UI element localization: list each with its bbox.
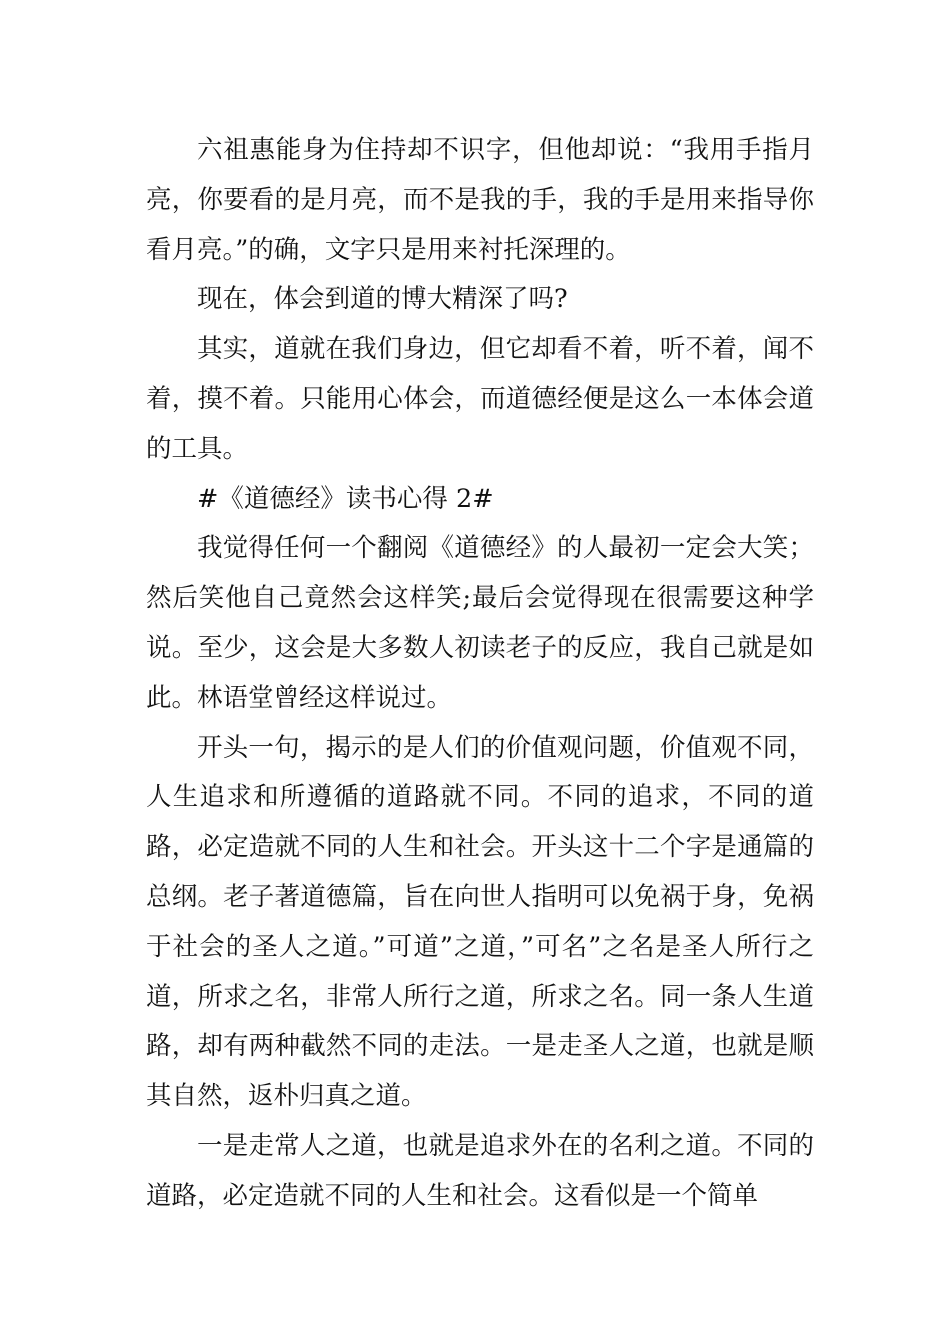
paragraph-question: 现在，体会到道的博大精深了吗? — [197, 284, 568, 315]
paragraph-lin-yutang: 我觉得任何一个翻阅《道德经》的人最初一定会大笑；然后笑他自己竟然会这样笑;最后会觉得现在很需要这种学说。至少，这会是大多数人初读老子的反应，我自己就是如此。林语堂曾经这样说过。 — [146, 533, 814, 713]
paragraph-values: 开头一句，揭示的是人们的价值观问题，价值观不同，人生追求和所遵循的道路就不同。不同的追求，不同的道路，必定造就不同的人生和社会。开头这十二个字是通篇的总纲。老子著道德篇，旨在向世人指明可以免祸于身，免祸于社会的圣人之道。”可道”之道，”可名”之名是圣人所行之道，所求之名，非常人所行之道，所求之名。同一条人生道路，却有两种截然不同的走法。一是走圣人之道，也就是顺其自然，返朴归真之道。 — [146, 732, 814, 1112]
document-body — [146, 126, 814, 1222]
paragraph-huineng: 六祖惠能身为住持却不识字，但他却说：“我用手指月亮，你要看的是月亮，而不是我的手，我的手是用来指导你看月亮。”的确，文字只是用来衬托深理的。 — [146, 135, 814, 265]
paragraph-common-path: 一是走常人之道，也就是追求外在的名利之道。不同的道路，必定造就不同的人生和社会。这看似是一个简单 — [146, 1130, 814, 1211]
paragraph-dao-around: 其实，道就在我们身边，但它却看不着，听不着，闻不着，摸不着。只能用心体会，而道德经便是这么一本体会道的工具。 — [146, 334, 814, 464]
section-heading: #《道德经》读书心得 2# — [197, 483, 494, 514]
